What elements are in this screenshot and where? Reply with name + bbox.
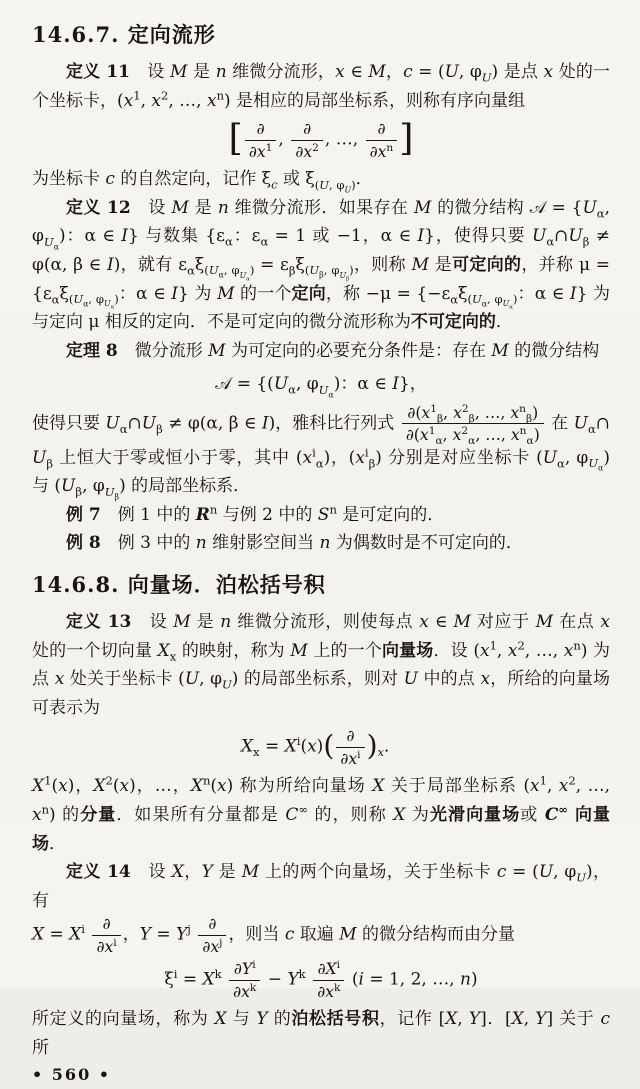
- components-paragraph: $X^1(x)$，$X^2(x)$，…，$X^n(x)$ 称为所给向量场 X 关于局部坐标系 ($x^1$, $x^2$, …, $x^n$) 的分量．如果所有分量都是 C∞ 的，则称 X 为光滑向量场或 C∞ 向量场．: [32, 773, 611, 854]
- definition-12: 定义 12 设 M 是 n 维微分流形．如果存在 M 的微分结构 𝒜 = {$U_\alpha$, $\varphi_{U_\alpha}$)：α ∈ I} 与数集 {$\varepsilon_\alpha$：$\varepsilon_\alpha = 1$ 或 −1，α ∈ I}，使得只要 $U_\alpha\cap U_\beta \ne \varphi(\alpha$, β ∈ I)，就有 $\varepsilon_\alpha\xi_{(U_\alpha, \varphi_{U_\alpha})} = \varepsilon_\beta\xi_{(U_\beta, \varphi_{U_\beta})}$，则称 M 是可定向的，并称 $\mu = \{\varepsilon_\alpha\xi_{(U_\alpha, \varphi_{U_\alpha})}$：α ∈ I} 为 M 的一个定向，称 $-\mu = \{-\varepsilon_\alpha\xi_{(U_\alpha, \varphi_{U_\alpha})}$：α ∈ I} 为与定向 μ 相反的定向．不是可定向的微分流形称为不可定向的．: [32, 197, 611, 333]
- definition-14: 定义 14 设 X，Y 是 M 上的两个向量场，关于坐标卡 c = (U, $\varphi_U$)，有: [32, 862, 611, 911]
- example-8: 例 8 例 3 中的 n 维射影空间当 n 为偶数时是不可定向的．: [66, 533, 523, 554]
- display-formula-vector-field: $X_x = X^i(x)$( ∂ $\partial x^i$ )$_x$．: [240, 726, 402, 768]
- display-formula-atlas: 𝒜 = {($U_\alpha$, $\varphi_{U_\alpha}$)：α ∈ I}，: [215, 374, 427, 399]
- definition-13: 定义 13 设 M 是 n 维微分流形，则使每点 x ∈ M 对应于 M 在点 x 处的一个切向量 $X_x$ 的映射，称为 M 上的一个向量场．设 ($x^1$, $x^2$, …, $x^n$) 为点 x 处关于坐标卡 (U, $\varphi_U$) 的局部坐标系，则对 U 中的点 x，所给的向量场可表示为: [32, 612, 611, 718]
- example-7: 例 7 例 1 中的 $R^n$ 与例 2 中的 $S^n$ 是可定向的．: [66, 502, 445, 525]
- poisson-bracket-line: 所定义的向量场，称为 X 与 Y 的泊松括号积，记作 [X, Y]．[X, Y] 关于 c 所: [32, 1009, 611, 1058]
- jacobian-condition-line: 使得只要 $U_\alpha\cap U_\beta \ne \varphi(\alpha$, β ∈ I)，雅科比行列式 $\partial(x^1_\beta$, $x^2_\beta$, …, $x^n_\beta$) $\partial(x^1_\alpha$, $x^2_\alpha$, …, $x^n_\alpha$) 在 $U_\alpha\cap$: [32, 401, 610, 448]
- section-heading-14-6-8: 14.6.8. 向量场．泊松括号积: [32, 571, 326, 597]
- display-formula-poisson-components: $\xi^i = X^k$ $\frac{\partial Y^i}{\partial x^k}$ − $Y^k$ $\frac{\partial X^i}{\partial x^k}$ (i = 1, 2, …, n): [164, 958, 478, 1001]
- definition-11: 定义 11 设 M 是 n 维微分流形，x ∈ M，c = (U, $\varphi_U$) 是点 x 处的一个坐标卡，($x^1$, $x^2$, …, $x^n$) 是相应的局部坐标系，则称有序向量组: [32, 62, 610, 111]
- definition-14-continued: $X = X^i$ ∂ $\partial x^i$ ，$Y = Y^j$ ∂ $\partial x^j$ ，则当 c 取遍 M 的微分结构而由分量: [32, 914, 516, 956]
- natural-orientation-line: 为坐标卡 c 的自然定向，记作 $\xi_c$ 或 $\xi_{(U, \varphi_U)}$．: [32, 169, 373, 195]
- jacobian-condition-rest: $U_\beta$ 上恒大于零或恒小于零，其中 $(x^i_\alpha)$，$(x^i_\beta)$ 分别是对应坐标卡 ($U_\alpha$, $\varphi_{U_\alpha}$) 与 ($U_\beta$, $\varphi_{U_\beta}$) 的局部坐标系．: [32, 445, 610, 502]
- page-number: • 560 •: [32, 1065, 111, 1085]
- display-formula-basis-vectors: [ ∂ $\partial x^1$ , ∂ $\partial x^2$ , …, ∂ $\partial x^n$ ]: [228, 116, 414, 161]
- section-heading-14-6-7: 14.6.7. 定向流形: [32, 22, 216, 47]
- theorem-8-intro: 定理 8 微分流形 M 为可定向的必要充分条件是：存在 M 的微分结构: [66, 340, 600, 361]
